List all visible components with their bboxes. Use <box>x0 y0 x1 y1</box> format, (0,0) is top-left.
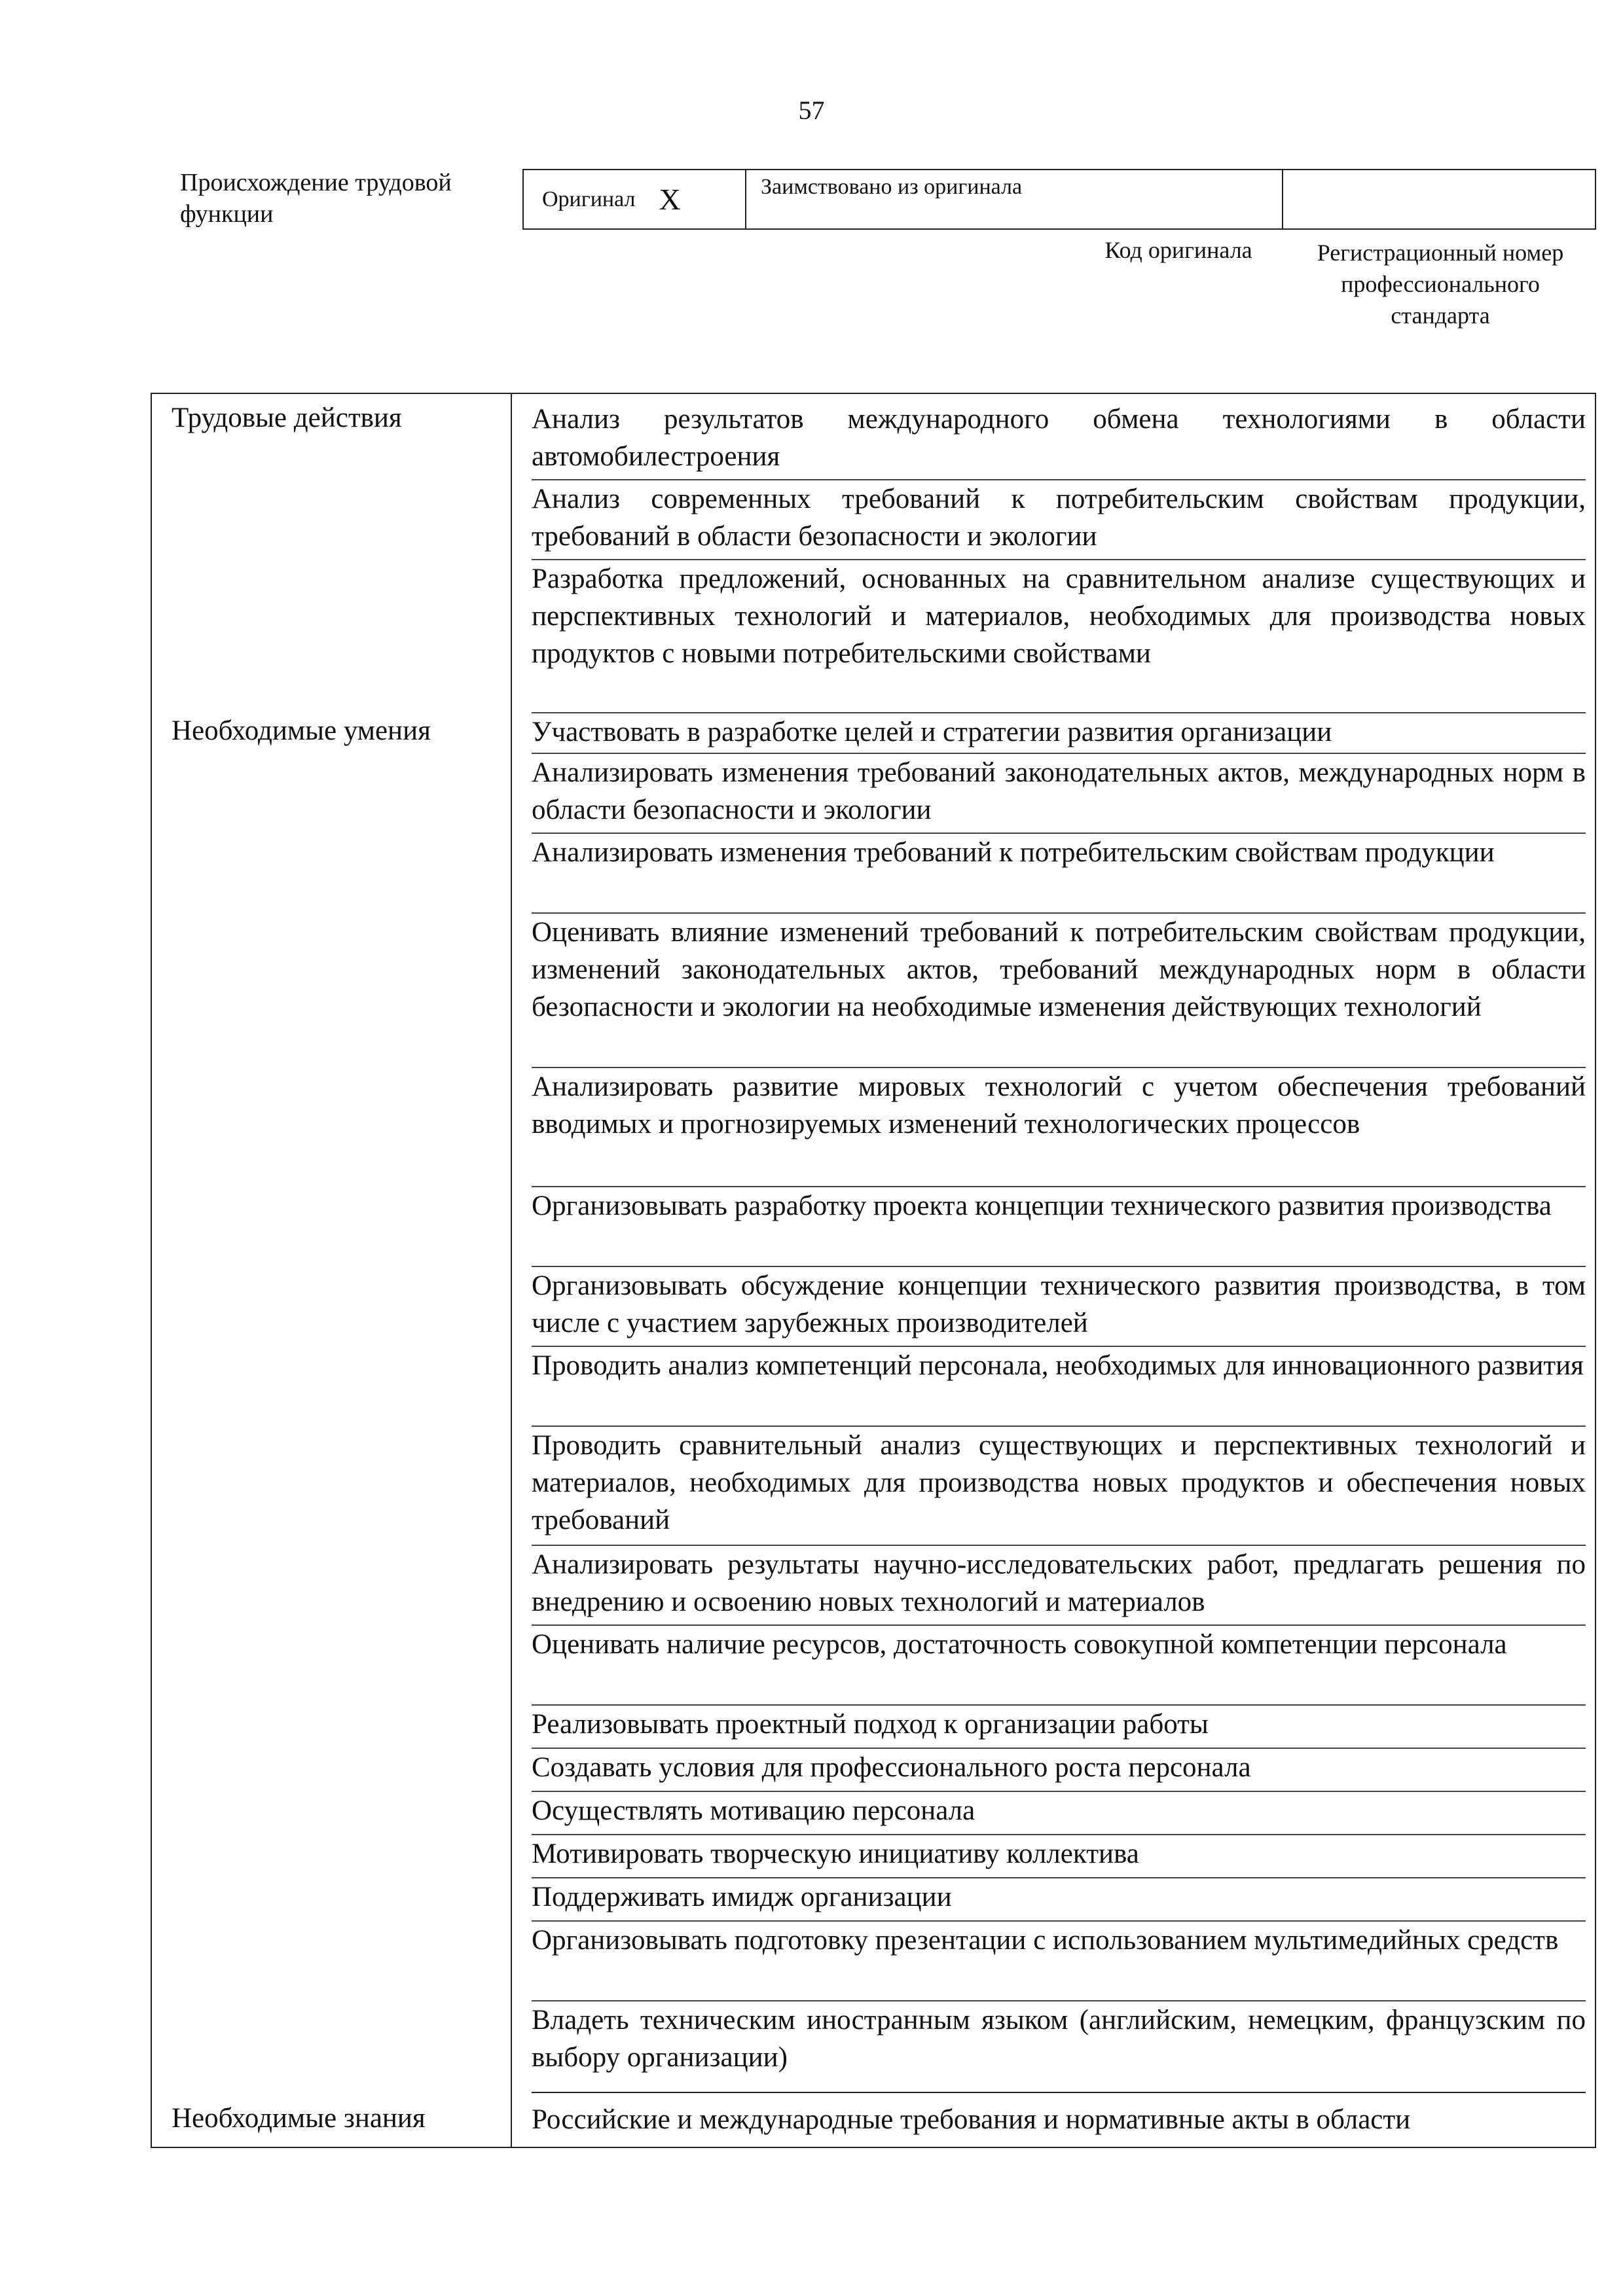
table-row: Участвовать в разработке целей и стратегии развития организации <box>532 713 1586 754</box>
page-number: 57 <box>798 96 825 125</box>
origin-label: Происхождение трудовой функции <box>180 169 452 228</box>
original-label: Оригинал <box>542 187 636 211</box>
table-row: Анализ современных требований к потребительским свойствам продукции, требований в области безопасности и экологии <box>532 480 1586 560</box>
table-row: Проводить сравнительный анализ существующих и перспективных технологий и материалов, необходимых для производства новых продуктов и обеспечения новых требований <box>532 1427 1586 1546</box>
labor-actions-label: Трудовые действия <box>172 403 402 433</box>
table-row: Осуществлять мотивацию персонала <box>532 1792 1586 1835</box>
borrowed-label: Заимствовано из оригинала <box>746 170 1283 228</box>
table-row: Разработка предложений, основанных на сравнительном анализе существующих и перспективных технологий и материалов, необходимых для производства новых продуктов с новыми потребительскими свойствами <box>532 560 1586 713</box>
original-mark: X <box>659 183 681 216</box>
registration-caption: Регистрационный номер профессионального стандарта <box>1317 240 1564 329</box>
origin-box <box>522 169 1596 230</box>
table-row: Анализировать изменения требований к потребительским свойствам продукции <box>532 834 1586 914</box>
required-skills-label: Необходимые умения <box>172 715 431 746</box>
table-row: Анализировать результаты научно-исследовательских работ, предлагать решения по внедрению и освоению новых технологий и материалов <box>532 1546 1586 1626</box>
table-row: Создавать условия для профессионального роста персонала <box>532 1749 1586 1792</box>
column-divider <box>511 394 512 2147</box>
original-cell <box>524 170 746 228</box>
table-row: Владеть техническим иностранным языком (английским, немецким, французским по выбору организации) <box>532 2001 1586 2093</box>
code-caption: Код оригинала <box>1104 237 1252 263</box>
table-row: Оценивать влияние изменений требований к потребительским свойствам продукции, изменений законодательных актов, требований международных норм в области безопасности и экологии на необходимые изменения действующих технологий <box>532 914 1586 1068</box>
labor-function-table <box>151 393 1596 2148</box>
table-row: Мотивировать творческую инициативу коллектива <box>532 1835 1586 1878</box>
table-row: Проводить анализ компетенций персонала, необходимых для инновационного развития <box>532 1347 1586 1427</box>
table-row: Организовывать разработку проекта концепции технического развития производства <box>532 1187 1586 1267</box>
required-knowledge-label: Необходимые знания <box>172 2103 426 2134</box>
registration-number-cell <box>1283 170 1595 228</box>
table-row: Анализ результатов международного обмена технологиями в области автомобилестроения <box>532 401 1586 480</box>
table-row: Реализовывать проектный подход к организации работы <box>532 1706 1586 1749</box>
table-row: Оценивать наличие ресурсов, достаточность совокупной компетенции персонала <box>532 1626 1586 1706</box>
table-row: Организовывать подготовку презентации с использованием мультимедийных средств <box>532 1922 1586 2001</box>
table-row: Российские и международные требования и нормативные акты в области <box>532 2104 1411 2135</box>
table-row: Анализировать изменения требований законодательных актов, международных норм в области безопасности и экологии <box>532 754 1586 834</box>
table-row: Анализировать развитие мировых технологий с учетом обеспечения требований вводимых и прогнозируемых изменений технологических процессов <box>532 1068 1586 1187</box>
table-row: Поддерживать имидж организации <box>532 1878 1586 1922</box>
table-row: Организовывать обсуждение концепции технического развития производства, в том числе с участием зарубежных производителей <box>532 1267 1586 1347</box>
